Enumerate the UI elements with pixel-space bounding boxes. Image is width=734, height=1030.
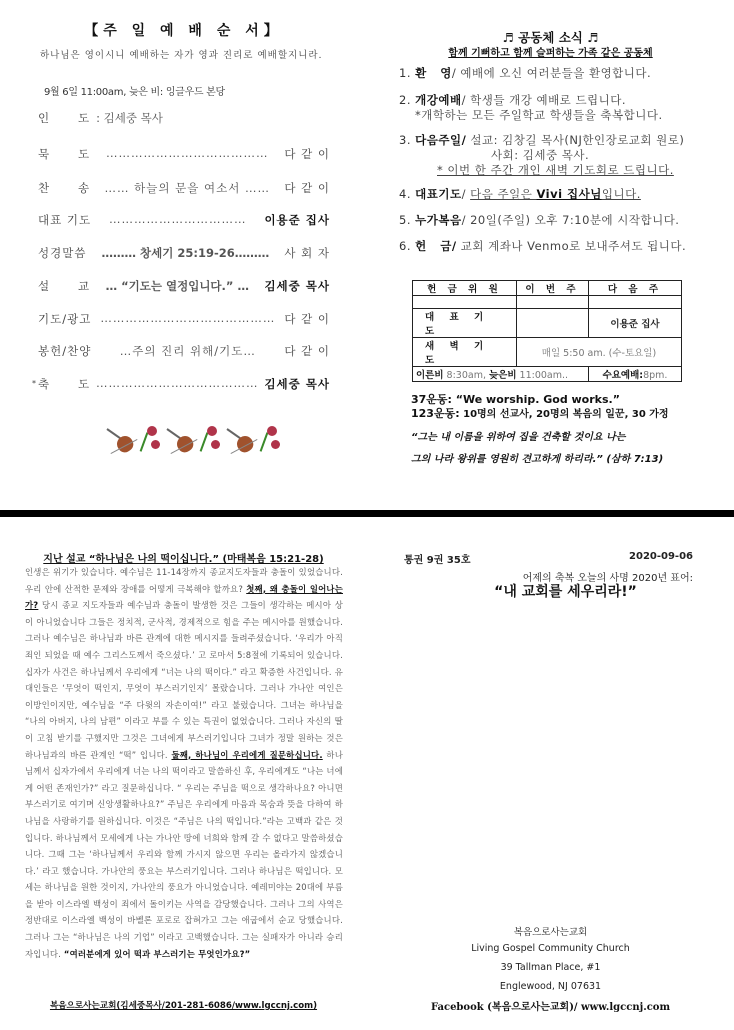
order-label: 찬 송 — [38, 181, 91, 195]
rose-icon — [259, 424, 281, 454]
news-item-representative-prayer: 4. 대표기도/ 다음 주일은 Vivi 집사님입니다. — [399, 187, 641, 201]
order-middle: : 김세중 목사 — [96, 111, 163, 125]
motto-caption: 어제의 축복 오늘의 사명 2020년 표어: — [522, 573, 693, 584]
order-label: 봉헌/찬양 — [38, 344, 92, 358]
order-row-hymn — [38, 180, 330, 196]
news-item-next-sunday: 3. 다음주일/ 설교: 김창길 목사(NJ한인장로교회 원로) 사회: 김세중 목사. * 이번 한 주간 개인 새벽 기도회로 드립니다. — [399, 133, 685, 177]
table-row: 새 벽 기 도 매일 5:50 am. (수-토요일) — [413, 338, 682, 367]
order-middle: …………………………… — [109, 212, 247, 226]
order-row-leader — [38, 110, 330, 126]
violin-rose-set — [225, 424, 281, 454]
violin-rose-set — [105, 424, 161, 454]
news-item-welcome: 1. 환 영/ 예배에 오신 여러분들을 환영합니다. — [399, 66, 652, 80]
community-news-panel — [367, 0, 734, 500]
table-row — [413, 296, 682, 309]
order-label: 성경말씀 — [38, 246, 87, 260]
church-name-kr: 복음으로사는교회 — [513, 927, 588, 938]
star-icon: * — [32, 379, 37, 388]
order-label: 인 도 — [38, 111, 91, 125]
year-motto: “내 교회를 세우리라!” — [494, 584, 637, 600]
order-row-representative-prayer — [38, 212, 330, 228]
order-middle: ……… 창세기 25:19-26……… — [101, 246, 270, 260]
table-header: 헌 금 위 원 — [413, 281, 517, 296]
worship-time: 9월 6일 11:00am, 늦은 비: 잉글우드 본당 — [44, 87, 225, 98]
order-right: 다 같 이 — [284, 147, 330, 161]
order-middle: ………………………………… — [96, 376, 259, 390]
order-right: 김세중 목사 — [264, 377, 330, 391]
violin-icon — [105, 424, 139, 454]
order-right: 다 같 이 — [284, 312, 330, 326]
rose-icon — [199, 424, 221, 454]
news-item-opening-service: 2. 개강예배/ 학생들 개강 예배로 드립니다. *개학하는 모든 주일학교 학생들을 축복합니다. — [399, 93, 663, 122]
bulletin-date: 2020-09-06 — [629, 551, 693, 562]
worship-order-panel — [0, 0, 367, 500]
church-contact-link[interactable]: 복음으로사는교회(김세중목사/201-281-6086/www.lgccnj.com) — [49, 1001, 318, 1011]
church-address-line2: Englewood, NJ 07631 — [499, 981, 602, 992]
order-row-scripture — [38, 245, 330, 261]
church-facebook-website[interactable]: Facebook (복음으로사는교회)/ www.lgccnj.com — [430, 1002, 671, 1013]
order-right: 다 같 이 — [284, 344, 330, 358]
page-divider — [0, 510, 734, 517]
order-middle: …… 하늘의 문을 여소서 …… — [104, 181, 270, 195]
table-header: 이 번 주 — [517, 281, 589, 296]
last-sermon-body: 인생은 위기가 있습니다. 예수님은 11-14장까지 종교지도자들과 충돌이 있었습니다. 우리 안에 산적한 문제와 장애를 어떻게 극복해야 할까요? 첫째, 왜 충돌이 일어나는가? 당시 종교 지도자들과 예수님과 충돌이 발생한 것은 그들이 생각하는 메시아 상이 아니었습니다 그들은 정치적, 군사적, 경제적으로 힘을 주는 메시아를 원했습니다. 그러나 예수님은 하나님과 바른 관계에 대한 메시지를 들려주셨습니다. ‘우리가 아직 죄인 되었을 때 예수 그리스도께서 죽으셨다.’ 고 로마서 5:8절에 기록되어 있습니다. 십자가 사건은 하나님께서 우리에게 “너는 나의 떡이다.” 라고 확증한 사건입니다. 유대인들은 ‘무엇이 떡인지, 무엇이 부스러기인지’ 몰랐습니다. 그러나 가나안 여인은 이방인이지만, 예수님을 “주 다윗의 자손이여!” 라고 불렀습니다. 그녀는 하나님을 “나의 아버지, 나의 남편” 이라고 부를 수 있는 특권이 없었습니다. 그러나 자신의 딸이 고침 받기를 구했지만 그것은 그녀에게 부스러기입니다 그녀가 정말 원하는 것은 하나님과의 바른 관계인 “떡” 입니다. 둘째, 하나님이 우리에게 질문하십니다. 하나님께서 십자가에서 우리에게 너는 나의 떡이라고 말씀하신 후, 우리에게도 “나는 너에게 어떤 존재인가?” 라고 질문하십니다. “ 우리는 주님을 떡으로 생각하나요? 아니면 부스러기로 여기며 신앙생활하나요?” 주님은 우리에게 마음과 목숨과 뜻을 다하여 하나님을 사랑하기를 원하십니다. 이것은 “주님은 나의 떡입니다.”라는 고백과 같은 것입니다. 하나님께서 모세에게 나는 가나안 땅에 너희와 함께 갈 수 없다고 말씀하셨습니다. 그때 그는 ‘하나님께서 우리와 함께 가시지 않으면 우리는 올라가지 않겠습니다.’ 라고 했습니다. 가나안의 풍요는 부스러기입니다. 그러나 하나님은 떡입니다. 모세는 하나님을 원한 것이지, 가나안의 풍요가 아니었습니다. 예레미야는 20대에 부름을 받아 이스라엘 백성이 죄에서 돌이키는 사역을 감당했습니다. 그러나 그의 사역은 정반대로 이스라엘 백성이 바벨론 포로로 잡혀가고 그는 애굽에서 순교 당했습니다. 그러나 그는 “하나님은 나의 기업” 이라고 고백했습니다. 그는 실패자가 아니라 승리자입니다. “여러분에게 있어 떡과 부스러기는 무엇인가요?” — [25, 567, 343, 959]
order-row-benediction — [32, 376, 330, 392]
table-row-service-times: 이른비 8:30am, 늦은비 11:00am.. 수요예배:8pm. — [413, 367, 682, 382]
order-row-sermon — [38, 278, 330, 294]
duty-table — [412, 280, 682, 382]
church-name-en: Living Gospel Community Church — [471, 943, 630, 954]
order-label: 대표 기도 — [38, 213, 92, 227]
movement-123: 123운동: 10명의 선교사, 20명의 복음의 일꾼, 30 가정 — [411, 407, 669, 420]
last-sermon-panel — [0, 517, 367, 1030]
order-label: 묵 도 — [38, 147, 91, 161]
table-header: 다 음 주 — [589, 281, 682, 296]
order-middle: … “기도는 열정입니다.” … — [105, 279, 249, 293]
last-sermon-title: 지난 설교 “하나님은 나의 떡이십니다.” (마태복음 15:21-28) — [43, 554, 324, 565]
church-address-line1: 39 Tallman Place, #1 — [500, 962, 601, 973]
order-row-prayer-announcements — [38, 311, 330, 327]
community-news-subtitle: 함께 기뻐하고 함께 슬퍼하는 가족 같은 공동체 — [448, 48, 653, 59]
order-middle: ………………………………… — [106, 146, 269, 160]
order-right: 김세중 목사 — [264, 279, 330, 293]
violin-icon — [225, 424, 259, 454]
news-item-offering: 6. 헌 금/ 교회 계좌나 Venmo로 보내주셔도 됩니다. — [399, 239, 687, 253]
order-right: 이용준 집사 — [264, 213, 330, 227]
issue-number: 통권 9권 35호 — [404, 555, 471, 566]
order-right: 다 같 이 — [284, 181, 330, 195]
order-middle: …………………………………… — [100, 311, 276, 325]
violin-rose-set — [165, 424, 221, 454]
movement-37: 37운동: “We worship. God works.” — [411, 393, 620, 406]
rose-icon — [139, 424, 161, 454]
order-middle: …주의 진리 위해/기도… — [119, 344, 256, 358]
worship-order-title: 【주 일 예 배 순 서】 — [84, 23, 283, 39]
table-row: 대 표 기 도 이용준 집사 — [413, 309, 682, 338]
news-item-luke-study: 5. 누가복음/ 20일(주일) 오후 7:10분에 시작합니다. — [399, 213, 680, 227]
scripture-quote: “그는 내 이름을 위하여 집을 건축할 것이요 나는 그의 나라 왕위를 영원히 견고하게 하리라.” (삼하 7:13) — [411, 432, 664, 465]
bulletin-cover-panel — [367, 517, 734, 1030]
community-news-title: ♬ 공동체 소식 ♬ — [502, 30, 599, 45]
worship-verse: 하나님은 영이시니 예배하는 자가 영과 진리로 예배할지니라. — [40, 50, 323, 61]
order-row-silent-prayer — [38, 146, 330, 162]
order-row-offering — [38, 343, 330, 359]
violin-rose-decoration — [100, 420, 285, 458]
order-label: 설 교 — [38, 279, 91, 293]
order-label: 축 도 — [38, 377, 91, 391]
order-label: 기도/광고 — [38, 312, 92, 326]
order-right: 사 회 자 — [284, 246, 330, 260]
violin-icon — [165, 424, 199, 454]
